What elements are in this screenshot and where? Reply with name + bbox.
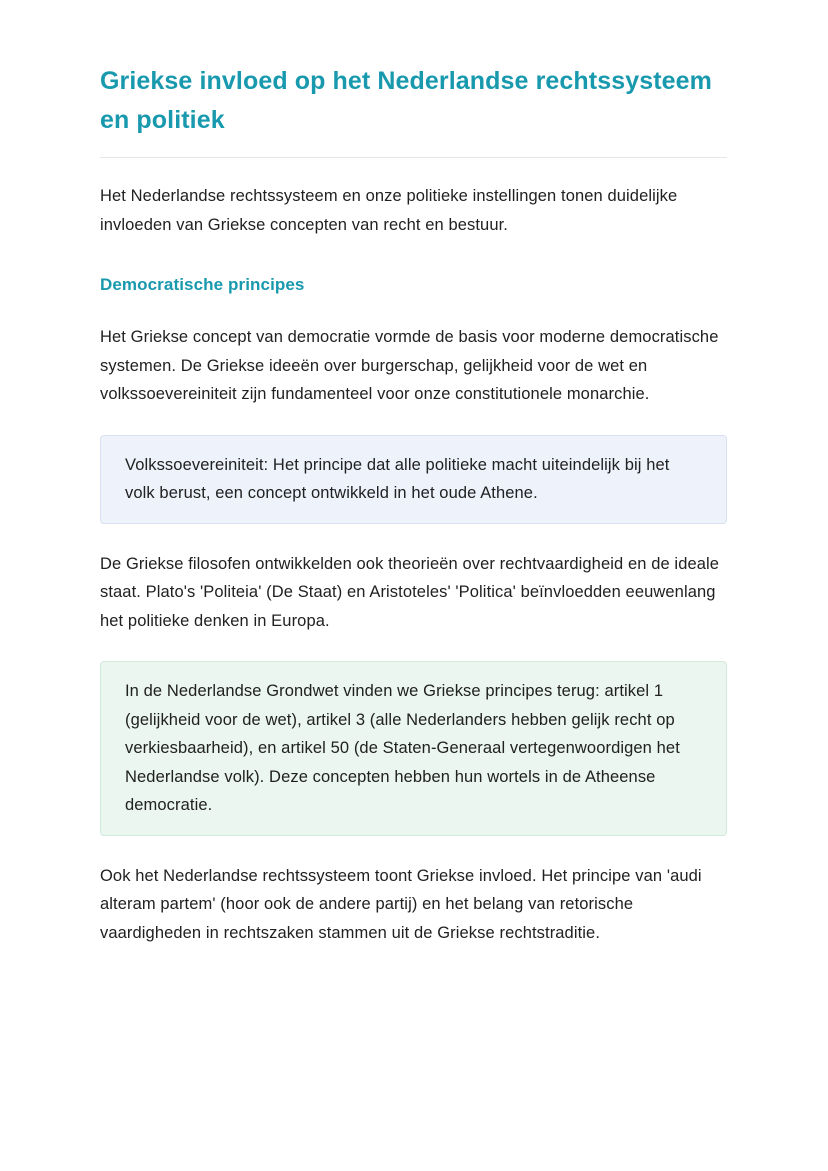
title-divider xyxy=(100,157,727,158)
page-title: Griekse invloed op het Nederlandse rechtssysteem en politiek xyxy=(100,67,712,134)
info-callout-volkssoevereiniteit: Volkssoevereiniteit: Het principe dat alle politieke macht uiteindelijk bij het volk berust, een concept ontwikkeld in het oude Athene. xyxy=(100,435,727,524)
paragraph-legal-system: Ook het Nederlandse rechtssysteem toont Griekse invloed. Het principe van 'audi alteram partem' (hoor ook de andere partij) en het belang van retorische vaardigheden in rechtszaken stammen uit de Griekse rechtstraditie. xyxy=(100,866,702,942)
paragraph-philosophers: De Griekse filosofen ontwikkelden ook theorieën over rechtvaardigheid en de ideale staat. Plato's 'Politeia' (De Staat) en Aristoteles' 'Politica' beïnvloedden eeuwenlang het politieke denken in Europa. xyxy=(100,554,720,630)
section-heading-democratische-principes: Democratische principes xyxy=(100,275,305,294)
intro-paragraph: Het Nederlandse rechtssysteem en onze politieke instellingen tonen duidelijke invloeden van Griekse concepten van recht en bestuur. xyxy=(100,187,678,234)
article-content xyxy=(100,62,727,947)
paragraph-democracy: Het Griekse concept van democratie vormde de basis voor moderne democratische systemen. De Griekse ideeën over burgerschap, gelijkheid voor de wet en volkssoevereiniteit zijn fundamenteel voor onze constitutionele monarchie. xyxy=(100,328,719,403)
success-callout-grondwet: In de Nederlandse Grondwet vinden we Griekse principes terug: artikel 1 (gelijkheid voor de wet), artikel 3 (alle Nederlanders hebben gelijk recht op verkiesbaarheid), en artikel 50 (de Staten-Generaal vertegenwoordigen het Nederlandse volk). Deze concepten hebben hun wortels in de Atheense democratie. xyxy=(100,661,727,836)
